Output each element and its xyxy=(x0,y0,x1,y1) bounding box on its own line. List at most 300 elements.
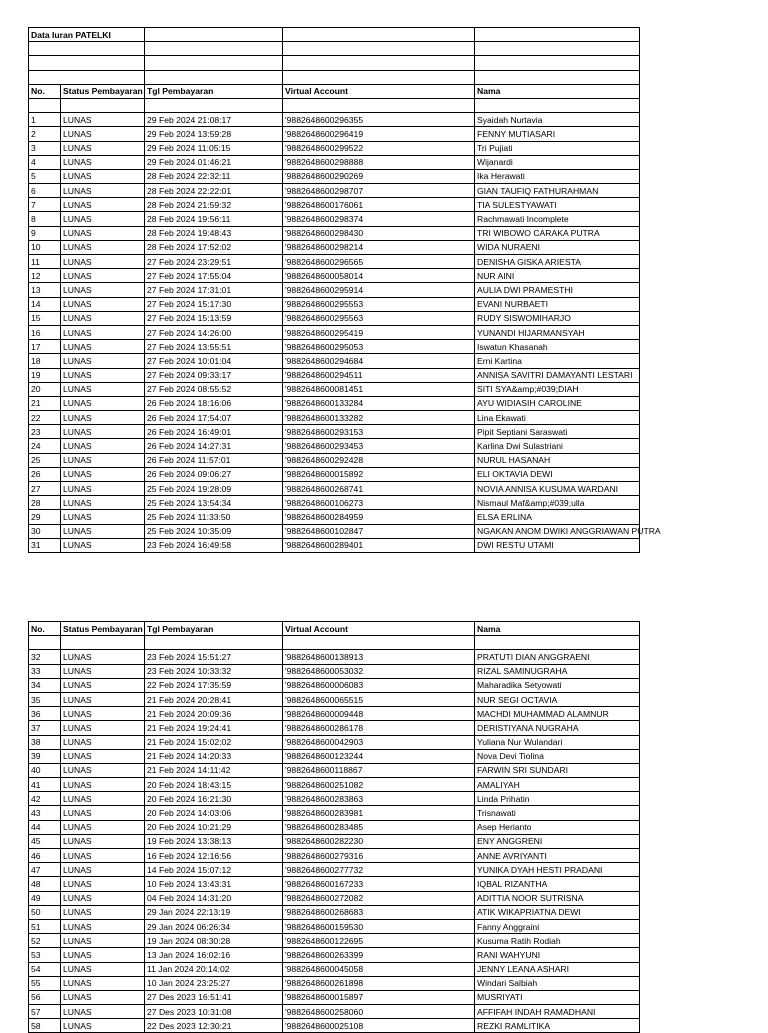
cell-status: LUNAS xyxy=(61,877,145,891)
cell-status: LUNAS xyxy=(61,849,145,863)
table-row xyxy=(29,834,640,848)
cell-no: 51 xyxy=(29,919,61,933)
cell-no: 12 xyxy=(29,269,61,283)
cell-status: LUNAS xyxy=(61,778,145,792)
cell-status: LUNAS xyxy=(61,169,145,183)
cell-status: LUNAS xyxy=(61,919,145,933)
cell-status: LUNAS xyxy=(61,297,145,311)
cell-no: 56 xyxy=(29,990,61,1004)
cell-virtual-account: '9882648600295553 xyxy=(283,297,475,311)
cell-virtual-account: '9882648600298214 xyxy=(283,240,475,254)
cell-name: NURUL HASANAH xyxy=(475,453,640,467)
cell-no: 20 xyxy=(29,382,61,396)
table-row xyxy=(29,510,640,524)
cell-name: DENISHA GISKA ARIESTA xyxy=(475,255,640,269)
cell-no: 47 xyxy=(29,863,61,877)
cell-status: LUNAS xyxy=(61,834,145,848)
cell-date: 21 Feb 2024 15:02:02 xyxy=(145,735,283,749)
table-row xyxy=(29,538,640,552)
cell-date: 29 Jan 2024 22:13:19 xyxy=(145,905,283,919)
cell-virtual-account: '9882648600294684 xyxy=(283,354,475,368)
cell-virtual-account: '9882648600053032 xyxy=(283,664,475,678)
cell-name: ANNISA SAVITRI DAMAYANTI LESTARI xyxy=(475,368,640,382)
cell-name: SITI SYA&amp;#039;DIAH xyxy=(475,382,640,396)
cell-name: TRI WIBOWO CARAKA PUTRA xyxy=(475,226,640,240)
cell-status: LUNAS xyxy=(61,226,145,240)
table-row xyxy=(29,453,640,467)
cell-no: 32 xyxy=(29,650,61,664)
cell-status: LUNAS xyxy=(61,396,145,410)
cell-no: 3 xyxy=(29,141,61,155)
cell-name: Kusuma Ratih Rodiah xyxy=(475,934,640,948)
cell-date: 28 Feb 2024 22:22:01 xyxy=(145,184,283,198)
cell-date: 21 Feb 2024 14:20:33 xyxy=(145,749,283,763)
cell-name: Ika Herawati xyxy=(475,169,640,183)
header-no: No. xyxy=(29,84,61,98)
cell-name: Maharadika Setyowati xyxy=(475,678,640,692)
cell-virtual-account: '9882648600295914 xyxy=(283,283,475,297)
cell-name: NGAKAN ANOM DWIKI ANGGRIAWAN PUTRA xyxy=(475,524,640,538)
cell-status: LUNAS xyxy=(61,820,145,834)
table-row xyxy=(29,283,640,297)
cell-date: 29 Feb 2024 01:46:21 xyxy=(145,155,283,169)
cell-date: 26 Feb 2024 17:54:07 xyxy=(145,411,283,425)
cell-status: LUNAS xyxy=(61,948,145,962)
cell-date: 27 Feb 2024 17:31:01 xyxy=(145,283,283,297)
cell-date: 29 Feb 2024 11:05:15 xyxy=(145,141,283,155)
cell-status: LUNAS xyxy=(61,1019,145,1033)
cell-date: 10 Jan 2024 23:25:27 xyxy=(145,976,283,990)
cell-virtual-account: '9882648600167233 xyxy=(283,877,475,891)
cell-name: YUNANDI HIJARMANSYAH xyxy=(475,325,640,339)
cell-status: LUNAS xyxy=(61,482,145,496)
cell-no: 25 xyxy=(29,453,61,467)
cell-status: LUNAS xyxy=(61,382,145,396)
cell-name: FENNY MUTIASARI xyxy=(475,127,640,141)
table-row xyxy=(29,184,640,198)
cell-date: 27 Feb 2024 08:55:52 xyxy=(145,382,283,396)
header-row xyxy=(29,84,640,98)
cell-status: LUNAS xyxy=(61,269,145,283)
table-row xyxy=(29,311,640,325)
cell-date: 28 Feb 2024 19:48:43 xyxy=(145,226,283,240)
cell-name: PRATUTI DIAN ANGGRAENI xyxy=(475,650,640,664)
table-row xyxy=(29,425,640,439)
cell-virtual-account: '9882648600283485 xyxy=(283,820,475,834)
cell-virtual-account: '9882648600123244 xyxy=(283,749,475,763)
cell-date: 27 Feb 2024 23:29:51 xyxy=(145,255,283,269)
cell-virtual-account: '9882648600296565 xyxy=(283,255,475,269)
table-row xyxy=(29,792,640,806)
cell-name: Karlina Dwi Sulastriani xyxy=(475,439,640,453)
cell-virtual-account: '9882648600058014 xyxy=(283,269,475,283)
cell-no: 53 xyxy=(29,948,61,962)
cell-name: ELI OKTAVIA DEWI xyxy=(475,467,640,481)
cell-no: 26 xyxy=(29,467,61,481)
table-row xyxy=(29,863,640,877)
cell-name: NOVIA ANNISA KUSUMA WARDANI xyxy=(475,482,640,496)
cell-name: Syaidah Nurtavia xyxy=(475,113,640,127)
cell-name: RIZAL SAMINUGRAHA xyxy=(475,664,640,678)
cell-date: 28 Feb 2024 22:32:11 xyxy=(145,169,283,183)
cell-status: LUNAS xyxy=(61,538,145,552)
cell-status: LUNAS xyxy=(61,127,145,141)
table-row xyxy=(29,678,640,692)
header-virtual-account: Virtual Account xyxy=(283,622,475,636)
cell-name: Trisnawati xyxy=(475,806,640,820)
cell-date: 27 Feb 2024 15:17:30 xyxy=(145,297,283,311)
cell-status: LUNAS xyxy=(61,113,145,127)
cell-virtual-account: '9882648600268741 xyxy=(283,482,475,496)
cell-no: 19 xyxy=(29,368,61,382)
cell-name: Asep Herianto xyxy=(475,820,640,834)
cell-date: 21 Feb 2024 20:28:41 xyxy=(145,692,283,706)
cell-virtual-account: '9882648600263399 xyxy=(283,948,475,962)
table-row xyxy=(29,948,640,962)
cell-status: LUNAS xyxy=(61,962,145,976)
cell-status: LUNAS xyxy=(61,678,145,692)
cell-no: 45 xyxy=(29,834,61,848)
cell-status: LUNAS xyxy=(61,311,145,325)
cell-name: ELSA ERLINA xyxy=(475,510,640,524)
cell-name: GIAN TAUFIQ FATHURAHMAN xyxy=(475,184,640,198)
cell-virtual-account: '9882648600290269 xyxy=(283,169,475,183)
table-row xyxy=(29,113,640,127)
cell-name: JENNY LEANA ASHARI xyxy=(475,962,640,976)
cell-date: 26 Feb 2024 11:57:01 xyxy=(145,453,283,467)
cell-status: LUNAS xyxy=(61,425,145,439)
table-row xyxy=(29,127,640,141)
cell-no: 7 xyxy=(29,198,61,212)
cell-virtual-account: '9882648600268683 xyxy=(283,905,475,919)
cell-no: 39 xyxy=(29,749,61,763)
cell-no: 46 xyxy=(29,849,61,863)
cell-name: NUR SEGI OCTAVIA xyxy=(475,692,640,706)
table-row xyxy=(29,664,640,678)
table-row xyxy=(29,934,640,948)
cell-no: 11 xyxy=(29,255,61,269)
table-row xyxy=(29,849,640,863)
cell-status: LUNAS xyxy=(61,524,145,538)
table-row xyxy=(29,496,640,510)
cell-virtual-account: '9882648600298374 xyxy=(283,212,475,226)
cell-no: 36 xyxy=(29,707,61,721)
cell-name: AULIA DWI PRAMESTHI xyxy=(475,283,640,297)
table-row xyxy=(29,226,640,240)
cell-no: 18 xyxy=(29,354,61,368)
cell-date: 21 Feb 2024 14:11:42 xyxy=(145,763,283,777)
cell-name: Tri Pujiati xyxy=(475,141,640,155)
cell-no: 49 xyxy=(29,891,61,905)
header-name: Nama xyxy=(475,622,640,636)
table-row xyxy=(29,255,640,269)
table-row xyxy=(29,155,640,169)
cell-name: ENY ANGGRENI xyxy=(475,834,640,848)
cell-name: AYU WIDIASIH CAROLINE xyxy=(475,396,640,410)
cell-status: LUNAS xyxy=(61,891,145,905)
cell-name: RANI WAHYUNI xyxy=(475,948,640,962)
cell-virtual-account: '9882648600298430 xyxy=(283,226,475,240)
cell-no: 24 xyxy=(29,439,61,453)
cell-status: LUNAS xyxy=(61,411,145,425)
cell-date: 21 Feb 2024 20:09:36 xyxy=(145,707,283,721)
cell-date: 28 Feb 2024 17:52:02 xyxy=(145,240,283,254)
cell-virtual-account: '9882648600118867 xyxy=(283,763,475,777)
table-row xyxy=(29,692,640,706)
cell-name: FARWIN SRI SUNDARI xyxy=(475,763,640,777)
cell-name: Pipit Septiani Saraswati xyxy=(475,425,640,439)
cell-date: 29 Feb 2024 21:08:17 xyxy=(145,113,283,127)
cell-date: 20 Feb 2024 16:21:30 xyxy=(145,792,283,806)
table-row xyxy=(29,749,640,763)
cell-status: LUNAS xyxy=(61,240,145,254)
table-row xyxy=(29,467,640,481)
cell-status: LUNAS xyxy=(61,368,145,382)
table-row xyxy=(29,1005,640,1019)
table-row xyxy=(29,763,640,777)
table-row xyxy=(29,820,640,834)
cell-name: Rachmawati Incomplete xyxy=(475,212,640,226)
cell-date: 19 Feb 2024 13:38:13 xyxy=(145,834,283,848)
cell-no: 31 xyxy=(29,538,61,552)
cell-date: 29 Jan 2024 06:26:34 xyxy=(145,919,283,933)
cell-virtual-account: '9882648600295053 xyxy=(283,340,475,354)
header-row xyxy=(29,622,640,636)
cell-date: 20 Feb 2024 14:03:06 xyxy=(145,806,283,820)
cell-virtual-account: '9882648600159530 xyxy=(283,919,475,933)
cell-date: 25 Feb 2024 13:54:34 xyxy=(145,496,283,510)
table-row xyxy=(29,354,640,368)
cell-no: 55 xyxy=(29,976,61,990)
cell-date: 26 Feb 2024 09:06:27 xyxy=(145,467,283,481)
cell-no: 42 xyxy=(29,792,61,806)
blank-row xyxy=(29,98,640,112)
cell-name: RUDY SISWOMIHARJO xyxy=(475,311,640,325)
cell-no: 58 xyxy=(29,1019,61,1033)
table-row xyxy=(29,778,640,792)
title-row xyxy=(29,28,640,42)
cell-no: 8 xyxy=(29,212,61,226)
cell-name: EVANI NURBAETI xyxy=(475,297,640,311)
cell-name: Nismaul Maf&amp;#039;ulla xyxy=(475,496,640,510)
cell-date: 20 Feb 2024 18:43:15 xyxy=(145,778,283,792)
table-row xyxy=(29,976,640,990)
table-row xyxy=(29,240,640,254)
cell-no: 13 xyxy=(29,283,61,297)
sheet-title: Data Iuran PATELKI xyxy=(29,28,145,42)
cell-virtual-account: '9882648600081451 xyxy=(283,382,475,396)
cell-status: LUNAS xyxy=(61,141,145,155)
cell-no: 37 xyxy=(29,721,61,735)
cell-no: 34 xyxy=(29,678,61,692)
cell-name: Linda Prihatin xyxy=(475,792,640,806)
table-row xyxy=(29,396,640,410)
blank-row xyxy=(29,636,640,650)
cell-status: LUNAS xyxy=(61,155,145,169)
cell-date: 13 Jan 2024 16:02:16 xyxy=(145,948,283,962)
cell-virtual-account: '9882648600122695 xyxy=(283,934,475,948)
cell-date: 27 Des 2023 16:51:41 xyxy=(145,990,283,1004)
table-row xyxy=(29,919,640,933)
cell-date: 28 Feb 2024 21:59:32 xyxy=(145,198,283,212)
cell-no: 28 xyxy=(29,496,61,510)
cell-name: Wijanardi xyxy=(475,155,640,169)
cell-virtual-account: '9882648600283981 xyxy=(283,806,475,820)
cell-status: LUNAS xyxy=(61,735,145,749)
table-row xyxy=(29,524,640,538)
cell-name: REZKI RAMLITIKA xyxy=(475,1019,640,1033)
cell-status: LUNAS xyxy=(61,721,145,735)
cell-date: 27 Feb 2024 13:55:51 xyxy=(145,340,283,354)
cell-no: 21 xyxy=(29,396,61,410)
cell-virtual-account: '9882648600106273 xyxy=(283,496,475,510)
table-row xyxy=(29,198,640,212)
cell-virtual-account: '9882648600015892 xyxy=(283,467,475,481)
cell-virtual-account: '9882648600286178 xyxy=(283,721,475,735)
cell-status: LUNAS xyxy=(61,453,145,467)
blank-row xyxy=(29,56,640,70)
cell-virtual-account: '9882648600045058 xyxy=(283,962,475,976)
cell-date: 22 Des 2023 12:30:21 xyxy=(145,1019,283,1033)
cell-date: 10 Feb 2024 13:43:31 xyxy=(145,877,283,891)
cell-name: Yuliana Nur Wulandari xyxy=(475,735,640,749)
cell-status: LUNAS xyxy=(61,283,145,297)
cell-name: YUNIKA DYAH HESTI PRADANI xyxy=(475,863,640,877)
header-name: Nama xyxy=(475,84,640,98)
table-row xyxy=(29,297,640,311)
header-date: Tgl Pembayaran xyxy=(145,622,283,636)
cell-virtual-account: '9882648600283863 xyxy=(283,792,475,806)
header-no: No. xyxy=(29,622,61,636)
cell-no: 2 xyxy=(29,127,61,141)
cell-name: Nova Devi Tiolina xyxy=(475,749,640,763)
cell-no: 27 xyxy=(29,482,61,496)
cell-status: LUNAS xyxy=(61,340,145,354)
table-row xyxy=(29,735,640,749)
cell-virtual-account: '9882648600292428 xyxy=(283,453,475,467)
cell-virtual-account: '9882648600277732 xyxy=(283,863,475,877)
cell-virtual-account: '9882648600295563 xyxy=(283,311,475,325)
cell-date: 26 Feb 2024 18:16:06 xyxy=(145,396,283,410)
cell-status: LUNAS xyxy=(61,354,145,368)
cell-no: 50 xyxy=(29,905,61,919)
table-row xyxy=(29,877,640,891)
header-status: Status Pembayaran xyxy=(61,84,145,98)
cell-date: 27 Feb 2024 17:55:04 xyxy=(145,269,283,283)
cell-no: 29 xyxy=(29,510,61,524)
cell-status: LUNAS xyxy=(61,184,145,198)
cell-date: 25 Feb 2024 10:35:09 xyxy=(145,524,283,538)
cell-no: 14 xyxy=(29,297,61,311)
cell-name: ATIK WIKAPRIATNA DEWI xyxy=(475,905,640,919)
table-row xyxy=(29,891,640,905)
cell-no: 35 xyxy=(29,692,61,706)
cell-no: 33 xyxy=(29,664,61,678)
cell-name: MACHDI MUHAMMAD ALAMNUR xyxy=(475,707,640,721)
cell-date: 21 Feb 2024 19:24:41 xyxy=(145,721,283,735)
cell-status: LUNAS xyxy=(61,325,145,339)
cell-virtual-account: '9882648600272082 xyxy=(283,891,475,905)
cell-date: 26 Feb 2024 14:27:31 xyxy=(145,439,283,453)
cell-status: LUNAS xyxy=(61,510,145,524)
cell-date: 29 Feb 2024 13:59:28 xyxy=(145,127,283,141)
cell-date: 27 Feb 2024 09:33:17 xyxy=(145,368,283,382)
cell-no: 10 xyxy=(29,240,61,254)
cell-date: 25 Feb 2024 11:33:50 xyxy=(145,510,283,524)
cell-status: LUNAS xyxy=(61,806,145,820)
cell-virtual-account: '9882648600009448 xyxy=(283,707,475,721)
cell-no: 17 xyxy=(29,340,61,354)
cell-name: NUR AINI xyxy=(475,269,640,283)
cell-virtual-account: '9882648600138913 xyxy=(283,650,475,664)
table-row xyxy=(29,990,640,1004)
table-row xyxy=(29,962,640,976)
cell-date: 23 Feb 2024 15:51:27 xyxy=(145,650,283,664)
cell-date: 27 Feb 2024 10:01:04 xyxy=(145,354,283,368)
cell-status: LUNAS xyxy=(61,664,145,678)
blank-row xyxy=(29,42,640,56)
cell-name: TIA SULESTYAWATI xyxy=(475,198,640,212)
cell-virtual-account: '9882648600289401 xyxy=(283,538,475,552)
cell-date: 27 Des 2023 10:31:08 xyxy=(145,1005,283,1019)
cell-virtual-account: '9882648600293453 xyxy=(283,439,475,453)
cell-date: 28 Feb 2024 19:56:11 xyxy=(145,212,283,226)
table-row xyxy=(29,806,640,820)
cell-date: 04 Feb 2024 14:31:20 xyxy=(145,891,283,905)
cell-status: LUNAS xyxy=(61,212,145,226)
cell-virtual-account: '9882648600295419 xyxy=(283,325,475,339)
cell-date: 25 Feb 2024 19:28:09 xyxy=(145,482,283,496)
cell-name: IQBAL RIZANTHA xyxy=(475,877,640,891)
table-row xyxy=(29,905,640,919)
table-row xyxy=(29,169,640,183)
table-row xyxy=(29,325,640,339)
cell-status: LUNAS xyxy=(61,934,145,948)
cell-status: LUNAS xyxy=(61,905,145,919)
cell-no: 44 xyxy=(29,820,61,834)
cell-virtual-account: '9882648600042903 xyxy=(283,735,475,749)
cell-name: Fanny Anggraini xyxy=(475,919,640,933)
cell-date: 14 Feb 2024 15:07:12 xyxy=(145,863,283,877)
cell-no: 48 xyxy=(29,877,61,891)
cell-date: 23 Feb 2024 10:33:32 xyxy=(145,664,283,678)
cell-virtual-account: '9882648600282230 xyxy=(283,834,475,848)
cell-no: 16 xyxy=(29,325,61,339)
cell-name: DWI RESTU UTAMI xyxy=(475,538,640,552)
cell-virtual-account: '9882648600006083 xyxy=(283,678,475,692)
cell-no: 43 xyxy=(29,806,61,820)
cell-name: Windari Salbiah xyxy=(475,976,640,990)
table-row xyxy=(29,411,640,425)
cell-virtual-account: '9882648600293153 xyxy=(283,425,475,439)
cell-name: Lina Ekawati xyxy=(475,411,640,425)
cell-date: 26 Feb 2024 16:49:01 xyxy=(145,425,283,439)
cell-status: LUNAS xyxy=(61,976,145,990)
cell-date: 20 Feb 2024 10:21:29 xyxy=(145,820,283,834)
cell-name: AMALIYAH xyxy=(475,778,640,792)
table-row xyxy=(29,721,640,735)
cell-name: ANNE AVRIYANTI xyxy=(475,849,640,863)
cell-no: 41 xyxy=(29,778,61,792)
table-row xyxy=(29,482,640,496)
cell-virtual-account: '9882648600133284 xyxy=(283,396,475,410)
table-row xyxy=(29,650,640,664)
cell-date: 23 Feb 2024 16:49:58 xyxy=(145,538,283,552)
cell-virtual-account: '9882648600133282 xyxy=(283,411,475,425)
cell-virtual-account: '9882648600299522 xyxy=(283,141,475,155)
cell-status: LUNAS xyxy=(61,707,145,721)
cell-virtual-account: '9882648600284959 xyxy=(283,510,475,524)
